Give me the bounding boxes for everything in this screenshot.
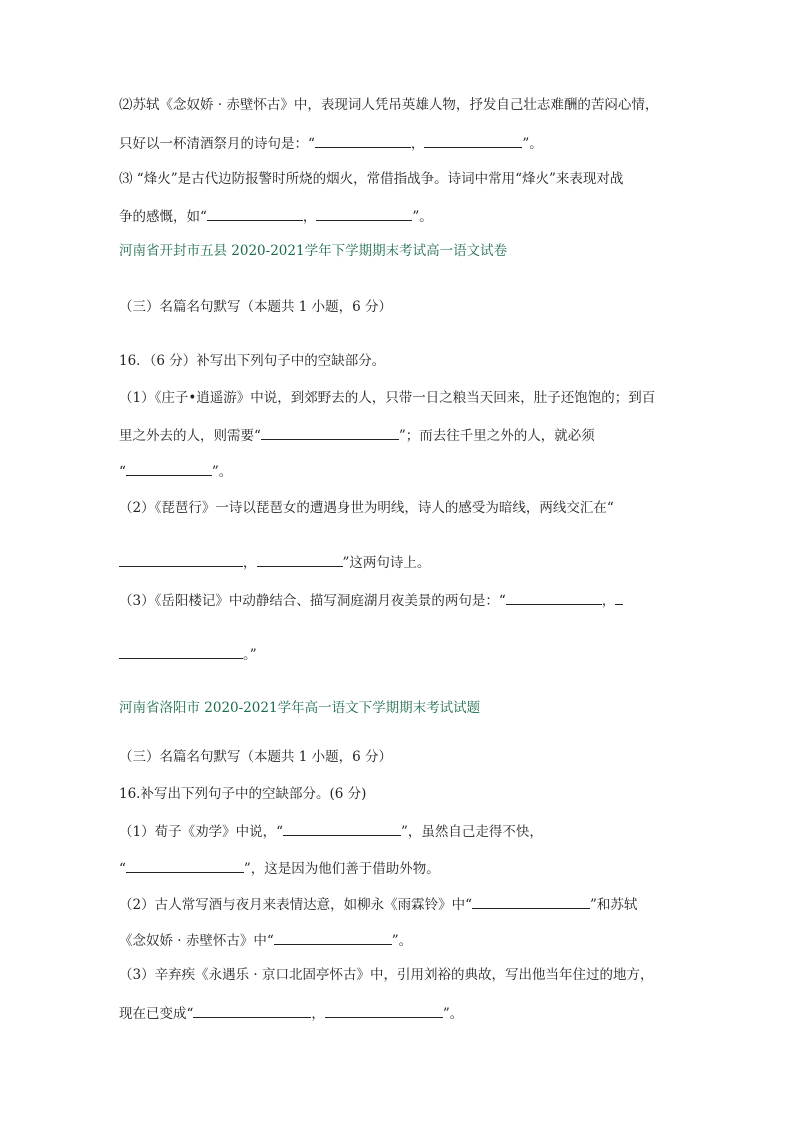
section-heading-luoyang: 河南省洛阳市 2020-2021学年高一语文下学期期末考试试题 — [119, 700, 481, 716]
text: 《念奴娇 · 赤壁怀古》中“ — [119, 933, 274, 949]
answer-blank[interactable] — [316, 206, 412, 221]
text: ， — [302, 209, 317, 225]
answer-blank[interactable] — [193, 1003, 311, 1018]
answer-blank[interactable] — [207, 206, 303, 221]
answer-blank[interactable] — [506, 590, 602, 605]
text: ”。 — [412, 209, 433, 225]
text: 现在已变成“ — [119, 1006, 194, 1022]
text: 。” — [243, 647, 257, 663]
question-16-title: 16．（6 分）补写出下列句子中的空缺部分。 — [119, 353, 386, 369]
text: ， — [311, 1006, 325, 1022]
answer-blank[interactable] — [261, 425, 399, 440]
item-3-line-1 — [119, 590, 623, 610]
section-subtitle: （三）名篇名句默写（本题共 1 小题，6 分） — [119, 299, 393, 315]
answer-blank[interactable] — [315, 133, 411, 148]
text: “ — [119, 464, 126, 480]
answer-blank[interactable] — [424, 133, 522, 148]
answer-blank[interactable] — [257, 552, 343, 567]
text: ， — [243, 555, 257, 571]
answer-blank[interactable] — [119, 552, 243, 567]
text: ”。 — [391, 933, 413, 949]
text: ”和苏轼 — [590, 897, 638, 913]
text: ”，虽然自己走得不快， — [401, 824, 543, 840]
item-2-line-1 — [119, 894, 637, 914]
item-1-line-2 — [119, 425, 595, 445]
answer-blank[interactable] — [119, 644, 243, 659]
answer-blank[interactable] — [126, 461, 212, 476]
text: （1）荀子《劝学》中说，“ — [119, 824, 283, 840]
text: ”；而去往千里之外的人，就必须 — [398, 428, 595, 444]
answer-blank[interactable] — [283, 821, 401, 836]
item-1-line-2 — [119, 858, 440, 878]
answer-blank[interactable] — [325, 1003, 443, 1018]
item-2-line-1: （2）《琵琶行》一诗以琵琶女的遭遇身世为明线，诗人的感受为暗线，两线交汇在“ — [119, 500, 614, 516]
text: 争的感慨，如“ — [119, 209, 207, 225]
answer-blank[interactable] — [472, 894, 590, 909]
text: ”。 — [211, 464, 233, 480]
item-1-line-1 — [119, 821, 543, 841]
question-3-line-1: ⑶ “烽火”是古代边防报警时所烧的烟火，常借指战争。诗词中常用“烽火”来表现对战 — [119, 171, 624, 187]
text: （3）《岳阳楼记》中动静结合、描写洞庭湖月夜美景的两句是：“ — [119, 593, 506, 609]
item-3-line-2 — [119, 644, 257, 664]
text: ”。 — [442, 1006, 464, 1022]
answer-blank[interactable] — [126, 858, 244, 873]
text: ”，这是因为他们善于借助外物。 — [243, 861, 440, 877]
text: 里之外去的人，则需要“ — [119, 428, 261, 444]
item-1-line-3 — [119, 461, 232, 481]
answer-blank[interactable] — [615, 590, 623, 605]
text: ”这两句诗上。 — [342, 555, 431, 571]
text: ， — [601, 593, 616, 609]
text: “ — [119, 861, 126, 877]
item-3-line-1: （3）辛弃疾《永遇乐 · 京口北固亭怀古》中，引用刘裕的典故，写出他当年住过的地方， — [119, 967, 654, 983]
answer-blank[interactable] — [274, 930, 392, 945]
question-3-line-2 — [119, 206, 433, 226]
section-subtitle: （三）名篇名句默写（本题共 1 小题，6 分） — [119, 749, 393, 765]
section-heading-kaifeng: 河南省开封市五县 2020-2021学年下学期期末考试高一语文试卷 — [119, 243, 508, 259]
text: ， — [410, 136, 425, 152]
text: 只好以一杯清酒祭月的诗句是：“ — [119, 136, 315, 152]
question-16-title: 16.补写出下列句子中的空缺部分。(6 分) — [119, 786, 367, 802]
question-2-line-2 — [119, 133, 543, 153]
text: （2）古人常写酒与夜月来表情达意，如柳永《雨霖铃》中“ — [119, 897, 472, 913]
item-1-line-1: （1）《庄子•逍遥游》中说，到郊野去的人，只带一日之粮当天回来，肚子还饱饱的；到百 — [119, 390, 656, 406]
item-3-line-2 — [119, 1003, 463, 1023]
question-2-line-1: ⑵苏轼《念奴娇 · 赤壁怀古》中，表现词人凭吊英雄人物，抒发自己壮志难酬的苦闷心情， — [119, 97, 659, 113]
item-2-line-2 — [119, 552, 430, 572]
item-2-line-2 — [119, 930, 412, 950]
text: ”。 — [522, 136, 543, 152]
